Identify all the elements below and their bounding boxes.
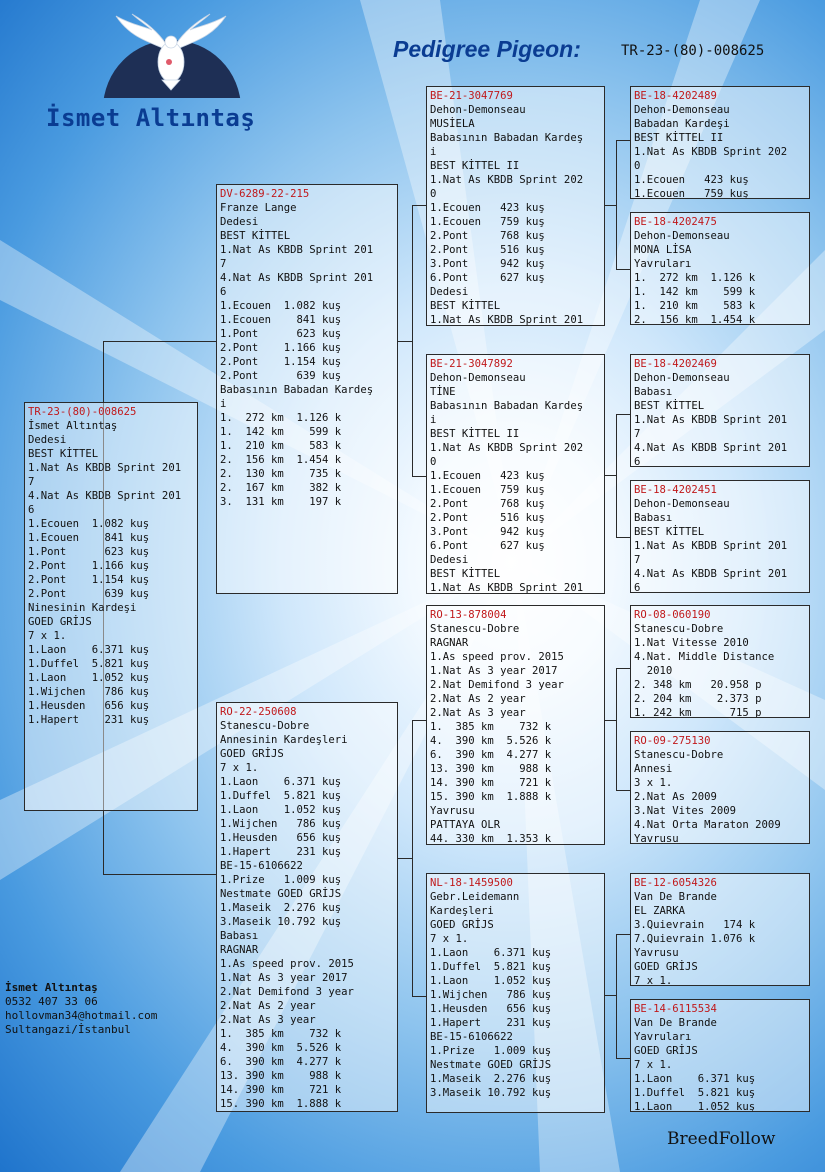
owner-contact-email: hollovman34@hotmail.com xyxy=(5,1009,158,1022)
pigeon-info-line: EL ZARKA xyxy=(634,905,686,917)
pigeon-info-line: 1.Ecouen 423 kuş xyxy=(634,174,749,186)
pigeon-info-line: 7 xyxy=(634,554,641,566)
pigeon-info-line: 15. 390 km 1.888 k xyxy=(220,1098,342,1110)
connector-sd-bracket xyxy=(616,414,631,538)
pigeon-info-line: 4.Nat As KBDB Sprint 201 xyxy=(28,490,182,502)
pigeon-info-line: 1. 272 km 1.126 k xyxy=(634,272,756,284)
pigeon-info-line: Dehon-Demonseau xyxy=(430,372,526,384)
pigeon-info-line: 3.Pont 942 kuş xyxy=(430,526,545,538)
pigeon-card-dam-sire[interactable] xyxy=(426,605,605,845)
pigeon-info-line: Dehon-Demonseau xyxy=(634,498,730,510)
pigeon-info-line: 1.Hapert 231 kuş xyxy=(220,846,342,858)
pigeon-info-line: Babası xyxy=(634,386,673,398)
pigeon-info-line: 6 xyxy=(634,582,641,593)
owner-contact-location: Sultangazi/İstanbul xyxy=(5,1023,131,1036)
pigeon-info-line: 1.Ecouen 1.082 kuş xyxy=(28,518,150,530)
pigeon-info-line: 2. 167 km 382 k xyxy=(220,482,342,494)
pigeon-info-line: 7 x 1. xyxy=(430,933,469,945)
pigeon-info-line: MUSİELA xyxy=(430,118,475,130)
pigeon-info-line: Annesi xyxy=(634,763,673,775)
pigeon-card-sire-dam[interactable] xyxy=(426,354,605,594)
pigeon-info-line: 1.Nat As 3 year 2017 xyxy=(430,665,558,677)
pigeon-info-line: 6 xyxy=(634,456,641,467)
pigeon-info-line: 1.Ecouen 759 kuş xyxy=(430,216,545,228)
pigeon-info-line: BEST KİTTEL xyxy=(430,300,501,312)
connector-dd-bracket xyxy=(616,934,631,1059)
ring-number: BE-18-4202475 xyxy=(634,216,717,228)
ring-number: RO-22-250608 xyxy=(220,706,297,718)
pigeon-card-dds[interactable] xyxy=(630,873,810,986)
pigeon-info-line: 2.Pont 1.166 kuş xyxy=(28,560,150,572)
pigeon-info-line: Babası xyxy=(634,512,673,524)
pigeon-card-sire[interactable] xyxy=(216,184,398,594)
pigeon-info-line: i xyxy=(430,414,437,426)
pigeon-info-line: Babasının Babadan Kardeş xyxy=(430,132,584,144)
connector-sire-grandparents-bracket xyxy=(412,205,427,477)
pigeon-info-line: i xyxy=(220,398,227,410)
pigeon-info-line: Annesinin Kardeşleri xyxy=(220,734,348,746)
pigeon-info-line: Kardeşleri xyxy=(430,905,494,917)
pigeon-info-line: 1.Nat As KBDB Sprint 201 xyxy=(634,540,788,552)
pigeon-info-line: BE-15-6106622 xyxy=(220,860,303,872)
pigeon-info-line: Yavrusu xyxy=(430,805,475,817)
pigeon-info-line: 2.Nat As 3 year xyxy=(430,707,526,719)
pigeon-info-line: Nestmate GOED GRİJS xyxy=(220,888,342,900)
pigeon-info-line: 3.Quievrain 174 k xyxy=(634,919,756,931)
pigeon-info-line: BEST KİTTEL xyxy=(634,526,705,538)
pigeon-info-line: 2.Nat Demifond 3 year xyxy=(430,679,564,691)
pigeon-info-line: 1. 242 km 715 p xyxy=(634,707,762,718)
pigeon-info-line: Dehon-Demonseau xyxy=(634,104,730,116)
pigeon-info-line: 2.Pont 516 kuş xyxy=(430,512,545,524)
pigeon-info-line: 6. 390 km 4.277 k xyxy=(220,1056,342,1068)
pigeon-info-line: MONA LİSA xyxy=(634,244,692,256)
pigeon-info-line: 2.Pont 768 kuş xyxy=(430,230,545,242)
pigeon-info-line: 2.Pont 639 kuş xyxy=(28,588,150,600)
pigeon-info-line: Yavrusu xyxy=(634,947,679,959)
pigeon-info-line: 1.Pont 623 kuş xyxy=(220,328,342,340)
pigeon-info-line: 1.Wijchen 786 kuş xyxy=(28,686,150,698)
pigeon-info-line: GOED GRİJS xyxy=(634,961,698,973)
ring-number: BE-14-6115534 xyxy=(634,1003,717,1015)
pigeon-info-line: 1. 142 km 599 k xyxy=(634,286,756,298)
pigeon-info-line: 2. 130 km 735 k xyxy=(220,468,342,480)
ring-number: RO-13-878004 xyxy=(430,609,507,621)
pigeon-info-line: 1.Laon 1.052 kuş xyxy=(430,975,552,987)
pigeon-info-line: 7 x 1. xyxy=(28,630,67,642)
pedigree-ring-number: TR-23-(80)-008625 xyxy=(621,43,765,59)
pigeon-info-line: 2.Nat As 2009 xyxy=(634,791,717,803)
pigeon-info-line: 1.Heusden 656 kuş xyxy=(28,700,150,712)
pigeon-info-line: Yavruları xyxy=(634,1031,692,1043)
pigeon-info-line: 1. 210 km 583 k xyxy=(634,300,756,312)
pigeon-info-line: Stanescu-Dobre xyxy=(430,623,520,635)
pigeon-info-line: 1.Laon 6.371 kuş xyxy=(28,644,150,656)
ring-number: BE-18-4202469 xyxy=(634,358,717,370)
pigeon-info-line: 44. 330 km 1.353 k xyxy=(430,833,552,845)
ring-number: BE-21-3047892 xyxy=(430,358,513,370)
pigeon-info-line: 1.Nat As KBDB Sprint 201 xyxy=(220,244,374,256)
pigeon-info-line: 1.Wijchen 786 kuş xyxy=(220,818,342,830)
pigeon-info-line: 4.Nat. Middle Distance xyxy=(634,651,775,663)
pigeon-info-line: Babası xyxy=(220,930,259,942)
pigeon-info-line: Stanescu-Dobre xyxy=(634,749,724,761)
pigeon-info-line: 1.Maseik 2.276 kuş xyxy=(220,902,342,914)
pigeon-info-line: Dedesi xyxy=(430,286,469,298)
pigeon-info-line: 2.Nat As 2 year xyxy=(220,1000,316,1012)
pigeon-info-line: 4. 390 km 5.526 k xyxy=(220,1042,342,1054)
ring-number: RO-08-060190 xyxy=(634,609,711,621)
pigeon-info-line: 1.Nat As KBDB Sprint 201 xyxy=(430,582,584,594)
pigeon-info-line: Dedesi xyxy=(430,554,469,566)
pigeon-info-line: 7 xyxy=(28,476,35,488)
pigeon-info-line: 3.Nat Vites 2009 xyxy=(634,805,737,817)
connector-sd-parents xyxy=(605,475,616,476)
pigeon-info-line: 3.Maseik 10.792 kuş xyxy=(430,1087,552,1099)
pigeon-info-line: RAGNAR xyxy=(430,637,469,649)
pigeon-info-line: BEST KİTTEL xyxy=(28,448,99,460)
pigeon-card-sds[interactable] xyxy=(630,354,810,467)
breedfollow-brand: BreedFollow xyxy=(667,1129,776,1149)
pigeon-info-line: 2. 204 km 2.373 p xyxy=(634,693,762,705)
connector-ds-parents xyxy=(605,720,616,721)
pigeon-info-line: Van De Brande xyxy=(634,1017,717,1029)
pigeon-card-dss[interactable] xyxy=(630,605,810,718)
pigeon-info-line: Dedesi xyxy=(220,216,259,228)
pigeon-info-line: 6.Pont 627 kuş xyxy=(430,540,545,552)
pigeon-info-line: TİNE xyxy=(430,386,456,398)
pigeon-info-line: 1.As speed prov. 2015 xyxy=(430,651,564,663)
owner-contact-phone: 0532 407 33 06 xyxy=(5,995,98,1008)
pigeon-info-line: Stanescu-Dobre xyxy=(634,623,724,635)
pigeon-info-line: 1.Duffel 5.821 kuş xyxy=(28,658,150,670)
pigeon-info-line: 0 xyxy=(430,456,437,468)
pigeon-info-line: 1.Nat As KBDB Sprint 201 xyxy=(28,462,182,474)
pigeon-info-line: 1.Wijchen 786 kuş xyxy=(430,989,552,1001)
pigeon-info-line: 6 xyxy=(28,504,35,516)
pigeon-info-line: 1.Ecouen 759 kuş xyxy=(430,484,545,496)
pigeon-info-line: 14. 390 km 721 k xyxy=(220,1084,342,1096)
pigeon-info-line: BEST KİTTEL xyxy=(220,230,291,242)
pigeon-info-line: Babasının Babadan Kardeş xyxy=(430,400,584,412)
pigeon-info-line: Ninesinin Kardeşi xyxy=(28,602,137,614)
pigeon-info-line: 7 x 1. xyxy=(634,975,673,986)
pigeon-info-line: 2. 156 km 1.454 k xyxy=(220,454,342,466)
pigeon-info-line: İsmet Altıntaş xyxy=(28,420,118,432)
pigeon-card-sss[interactable] xyxy=(630,86,810,199)
pigeon-info-line: 1.Nat As KBDB Sprint 202 xyxy=(430,174,584,186)
pigeon-info-line: 1.Heusden 656 kuş xyxy=(220,832,342,844)
pigeon-info-line: 1.Hapert 231 kuş xyxy=(28,714,150,726)
ring-number: BE-12-6054326 xyxy=(634,877,717,889)
pigeon-info-line: Van De Brande xyxy=(634,891,717,903)
pigeon-info-line: Stanescu-Dobre xyxy=(220,720,310,732)
pigeon-info-line: 1.Ecouen 841 kuş xyxy=(28,532,150,544)
pigeon-info-line: 1.Hapert 231 kuş xyxy=(430,1017,552,1029)
pigeon-info-line: BEST KİTTEL II xyxy=(430,160,520,172)
pigeon-info-line: 7.Quievrain 1.076 k xyxy=(634,933,756,945)
pigeon-info-line: GOED GRİJS xyxy=(430,919,494,931)
pigeon-info-line: 3.Pont 942 kuş xyxy=(430,258,545,270)
pigeon-info-line: Nestmate GOED GRİJS xyxy=(430,1059,552,1071)
connector-dam-grandparents xyxy=(398,858,412,859)
pigeon-info-line: 1. 272 km 1.126 k xyxy=(220,412,342,424)
pigeon-info-line: 1.Laon 1.052 kuş xyxy=(28,672,150,684)
dove-logo-icon xyxy=(112,12,230,92)
pigeon-info-line: 2.Pont 1.166 kuş xyxy=(220,342,342,354)
pigeon-info-line: BEST KİTTEL II xyxy=(430,428,520,440)
connector-dd-parents xyxy=(605,995,616,996)
pigeon-info-line: BEST KİTTEL II xyxy=(634,132,724,144)
connector-sire-grandparents xyxy=(398,341,412,342)
pigeon-card-ssd[interactable] xyxy=(630,212,810,325)
pigeon-card-ddd[interactable] xyxy=(630,999,810,1112)
pigeon-info-line: 2.Pont 1.154 kuş xyxy=(220,356,342,368)
pigeon-info-line: 13. 390 km 988 k xyxy=(220,1070,342,1082)
pigeon-info-line: 4. 390 km 5.526 k xyxy=(430,735,552,747)
pigeon-info-line: 1.Ecouen 841 kuş xyxy=(220,314,342,326)
pigeon-info-line: 1.Maseik 2.276 kuş xyxy=(430,1073,552,1085)
pigeon-info-line: 1.As speed prov. 2015 xyxy=(220,958,354,970)
pigeon-info-line: 7 x 1. xyxy=(634,1059,673,1071)
pigeon-info-line: 2010 xyxy=(634,665,673,677)
pigeon-info-line: 2.Pont 516 kuş xyxy=(430,244,545,256)
pigeon-info-line: Yavrusu xyxy=(634,833,679,844)
pigeon-info-line: 1.Prize 1.009 kuş xyxy=(220,874,342,886)
pigeon-info-line: 2.Nat As 2 year xyxy=(430,693,526,705)
pigeon-info-line: 1.Heusden 656 kuş xyxy=(430,1003,552,1015)
pigeon-info-line: Gebr.Leidemann xyxy=(430,891,520,903)
pigeon-card-dam-dam[interactable] xyxy=(426,873,605,1113)
pigeon-info-line: Franze Lange xyxy=(220,202,297,214)
pigeon-info-line: 1.Nat As KBDB Sprint 201 xyxy=(430,314,584,326)
pigeon-info-line: 2.Pont 639 kuş xyxy=(220,370,342,382)
pigeon-info-line: 2.Nat Demifond 3 year xyxy=(220,986,354,998)
owner-contact-block xyxy=(5,981,157,1037)
pigeon-info-line: Babadan Kardeşi xyxy=(634,118,730,130)
pigeon-info-line: 13. 390 km 988 k xyxy=(430,763,552,775)
ring-number: BE-18-4202489 xyxy=(634,90,717,102)
pigeon-card-sdd[interactable] xyxy=(630,480,810,593)
pigeon-info-line: 1.Duffel 5.821 kuş xyxy=(220,790,342,802)
pigeon-info-line: GOED GRİJS xyxy=(634,1045,698,1057)
pigeon-info-line: 6 xyxy=(220,286,227,298)
pigeon-info-line: 1. 385 km 732 k xyxy=(220,1028,342,1040)
owner-name-title: İsmet Altıntaş xyxy=(46,104,256,132)
pigeon-info-line: 1.Prize 1.009 kuş xyxy=(430,1045,552,1057)
pigeon-info-line: 1. 385 km 732 k xyxy=(430,721,552,733)
pigeon-info-line: 4.Nat As KBDB Sprint 201 xyxy=(634,568,788,580)
ring-number: BE-18-4202451 xyxy=(634,484,717,496)
pigeon-info-line: RAGNAR xyxy=(220,944,259,956)
pigeon-info-line: 4.Nat As KBDB Sprint 201 xyxy=(220,272,374,284)
ring-number: NL-18-1459500 xyxy=(430,877,513,889)
pigeon-info-line: 15. 390 km 1.888 k xyxy=(430,791,552,803)
pigeon-info-line: 2.Pont 768 kuş xyxy=(430,498,545,510)
pigeon-info-line: 1. 142 km 599 k xyxy=(220,426,342,438)
pigeon-info-line: 7 xyxy=(634,428,641,440)
connector-ds-bracket xyxy=(616,668,631,791)
pigeon-info-line: 1.Laon 6.371 kuş xyxy=(430,947,552,959)
pigeon-info-line: 3 x 1. xyxy=(634,777,673,789)
pigeon-info-line: PATTAYA OLR xyxy=(430,819,501,831)
pigeon-info-line: 1.Duffel 5.821 kuş xyxy=(634,1087,756,1099)
pigeon-info-line: 1.Duffel 5.821 kuş xyxy=(430,961,552,973)
pigeon-info-line: 1.Laon 1.052 kuş xyxy=(634,1101,756,1112)
pigeon-info-line: 2. 348 km 20.958 p xyxy=(634,679,762,691)
pigeon-info-line: 1.Ecouen 1.082 kuş xyxy=(220,300,342,312)
connector-dam-grandparents-bracket xyxy=(412,720,427,997)
pigeon-info-line: 4.Nat Orta Maraton 2009 xyxy=(634,819,781,831)
pigeon-info-line: 1.Ecouen 759 kuş xyxy=(634,188,749,199)
ring-number: RO-09-275130 xyxy=(634,735,711,747)
pigeon-info-line: 1.Ecouen 423 kuş xyxy=(430,202,545,214)
pigeon-info-line: 1.Ecouen 423 kuş xyxy=(430,470,545,482)
pigeon-info-line: 6.Pont 627 kuş xyxy=(430,272,545,284)
pigeon-card-dsd[interactable] xyxy=(630,731,810,844)
ring-number: BE-21-3047769 xyxy=(430,90,513,102)
pigeon-info-line: 7 xyxy=(220,258,227,270)
ring-number: DV-6289-22-215 xyxy=(220,188,310,200)
pigeon-info-line: 0 xyxy=(634,160,641,172)
owner-contact-name: İsmet Altıntaş xyxy=(5,981,98,994)
pedigree-pigeon-label: Pedigree Pigeon: xyxy=(393,36,581,62)
pigeon-info-line: 3.Maseik 10.792 kuş xyxy=(220,916,342,928)
pigeon-info-line: 1.Nat As KBDB Sprint 202 xyxy=(430,442,584,454)
pigeon-info-line: 1. 210 km 583 k xyxy=(220,440,342,452)
pigeon-info-line: 6. 390 km 4.277 k xyxy=(430,749,552,761)
pigeon-info-line: 1.Laon 6.371 kuş xyxy=(634,1073,756,1085)
connector-ss-bracket xyxy=(616,140,631,270)
pigeon-info-line: 2.Pont 1.154 kuş xyxy=(28,574,150,586)
pigeon-info-line: Yavruları xyxy=(634,258,692,270)
pigeon-info-line: 14. 390 km 721 k xyxy=(430,777,552,789)
pigeon-card-subject[interactable] xyxy=(24,402,198,811)
pigeon-info-line: 1.Nat Vitesse 2010 xyxy=(634,637,749,649)
pigeon-info-line: 1.Pont 623 kuş xyxy=(28,546,150,558)
pigeon-info-line: BEST KİTTEL xyxy=(430,568,501,580)
pigeon-info-line: 1.Nat As KBDB Sprint 201 xyxy=(634,414,788,426)
pigeon-info-line: 2.Nat As 3 year xyxy=(220,1014,316,1026)
pigeon-info-line: 3. 131 km 197 k xyxy=(220,496,342,508)
pigeon-info-line: 1.Laon 6.371 kuş xyxy=(220,776,342,788)
pigeon-info-line: 0 xyxy=(430,188,437,200)
pigeon-info-line: BEST KİTTEL xyxy=(634,400,705,412)
pigeon-info-line: 7 x 1. xyxy=(220,762,259,774)
connector-ss-parents xyxy=(605,205,616,206)
pigeon-info-line: 1.Laon 1.052 kuş xyxy=(220,804,342,816)
pigeon-info-line: 2. 156 km 1.454 k xyxy=(634,314,756,325)
pigeon-card-sire-sire[interactable] xyxy=(426,86,605,326)
pigeon-info-line: Dedesi xyxy=(28,434,67,446)
pigeon-info-line: 4.Nat As KBDB Sprint 201 xyxy=(634,442,788,454)
pigeon-info-line: Dehon-Demonseau xyxy=(430,104,526,116)
pigeon-info-line: Dehon-Demonseau xyxy=(634,230,730,242)
pigeon-card-dam[interactable] xyxy=(216,702,398,1112)
pigeon-info-line: 1.Nat As 3 year 2017 xyxy=(220,972,348,984)
pigeon-info-line: i xyxy=(430,146,437,158)
ring-number: TR-23-(80)-008625 xyxy=(28,406,137,418)
pigeon-info-line: BE-15-6106622 xyxy=(430,1031,513,1043)
pigeon-info-line: GOED GRİJS xyxy=(28,616,92,628)
pigeon-info-line: Babasının Babadan Kardeş xyxy=(220,384,374,396)
pigeon-info-line: 1.Nat As KBDB Sprint 202 xyxy=(634,146,788,158)
pigeon-info-line: Dehon-Demonseau xyxy=(634,372,730,384)
pigeon-info-line: GOED GRİJS xyxy=(220,748,284,760)
